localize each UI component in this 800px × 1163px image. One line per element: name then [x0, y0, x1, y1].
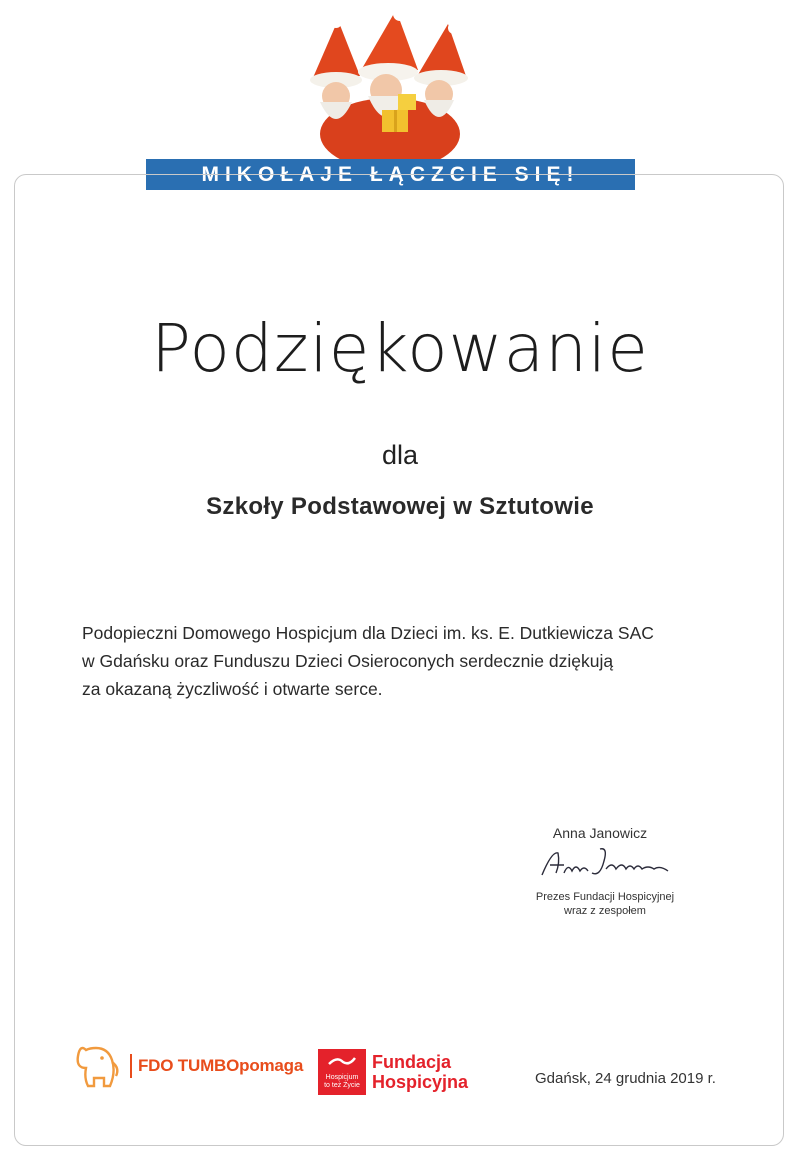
badge-line: to też Życie: [324, 1082, 360, 1089]
logo-divider: [130, 1054, 132, 1078]
fdo-tumbo-logo: [76, 1042, 303, 1090]
badge-line: Hospicjum: [325, 1074, 359, 1081]
campaign-banner: MIKOŁAJE ŁĄCZCIE SIĘ!: [146, 159, 635, 190]
body-line: Podopieczni Domowego Hospicjum dla Dzieci im. ks. E. Dutkiewicza SAC: [82, 623, 654, 643]
role-line: Prezes Fundacji Hospicyjnej: [535, 891, 675, 903]
fundacja-line: Fundacja: [372, 1052, 452, 1072]
wave-icon: [327, 1054, 357, 1068]
place-and-date: Gdańsk, 24 grudnia 2019 r.: [535, 1070, 716, 1087]
elephant-icon: [76, 1042, 122, 1090]
for-word: dla: [381, 440, 419, 470]
handwritten-signature: [538, 843, 678, 883]
fundacja-hospicyjna-logo: [318, 1049, 468, 1095]
signatory-name: Anna Janowicz: [552, 825, 648, 841]
fundacja-line: Hospicyjna: [372, 1072, 469, 1092]
body-line: w Gdańsku oraz Funduszu Dzieci Osieroconych serdecznie dziękują: [82, 651, 614, 671]
certificate-title: Podziękowanie: [151, 310, 649, 387]
thank-you-text: [82, 619, 722, 703]
fdo-logo-text: FDO TUMBOpomaga: [138, 1056, 304, 1075]
role-line: wraz z zespołem: [564, 905, 646, 917]
santas-illustration: [298, 6, 482, 164]
recipient-name: Szkoły Podstawowej w Sztutowie: [206, 493, 594, 520]
fundacja-name: [372, 1052, 468, 1092]
signatory-role: [520, 890, 690, 918]
hospicjum-badge: [318, 1049, 366, 1095]
body-line: za okazaną życzliwość i otwarte serce.: [82, 679, 383, 699]
